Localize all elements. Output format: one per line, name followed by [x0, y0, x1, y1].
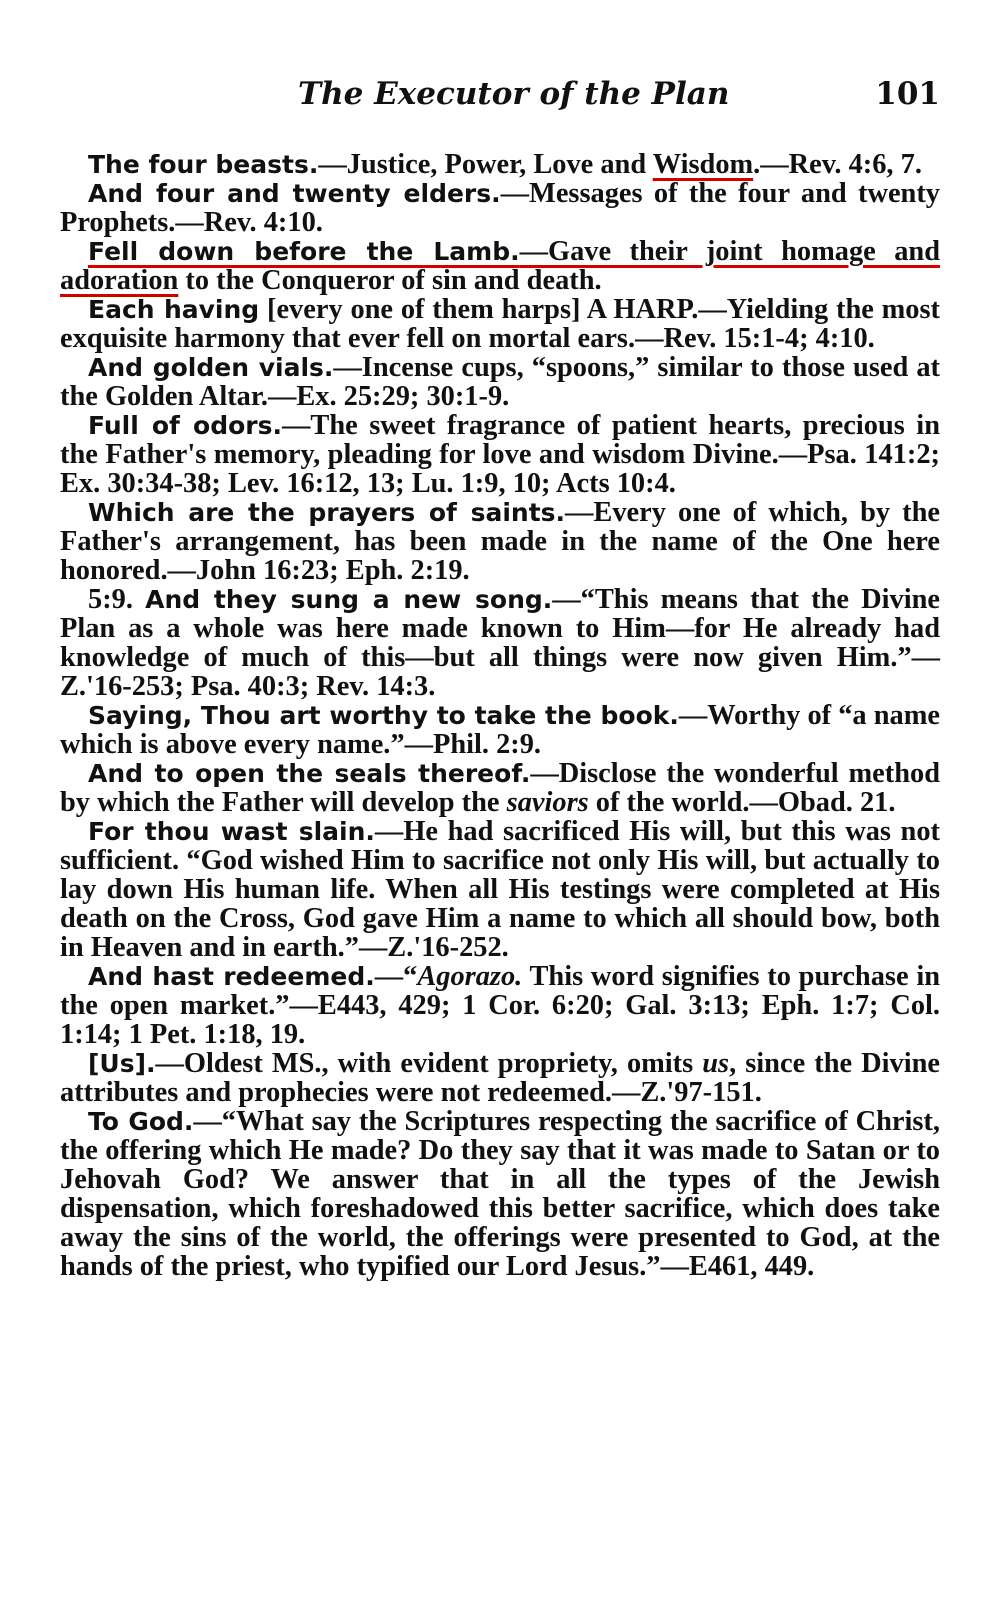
entry-lemma: The four beasts. [88, 150, 319, 179]
entry-lemma: And four and twenty elders. [88, 179, 501, 208]
book-page [60, 70, 940, 1281]
entry-full-of-odors [60, 411, 940, 498]
entry-thou-art-worthy [60, 701, 940, 759]
entry-thou-wast-slain [60, 817, 940, 962]
red-underlined-text: —Gave their joint homage and adoration [60, 236, 940, 296]
entry-new-song [60, 585, 940, 701]
entry-text: —Every one of which, by the Father's arrangement, has been made in the name of the One here honored.—John 16:23; Eph. 2:19. [60, 497, 940, 586]
italic-word: Agorazo. [417, 961, 523, 992]
red-underlined-text: Wisdom [652, 149, 754, 180]
entry-lemma: Which are the prayers of saints. [88, 498, 566, 527]
entry-text: to the Conqueror of sin and death. [178, 265, 602, 296]
entry-text: [every one of them harps] A HARP.—Yielding the most exquisite harmony that ever fell on mortal ears.—Rev. 15:1-4; 4:10. [60, 294, 941, 354]
entry-text: —“What say the Scriptures respecting the sacrifice of Christ, the offering which He made? Do they say that it was made to Satan or to Jehovah God? We answer that in all the types of the Jewish dispensation, which foreshadowed this better sacrifice, which does take away the sins of the world, the offerings were presented to God, at the hands of the priest, who typified our Lord Jesus.”—E461, 449. [60, 1106, 940, 1282]
entry-text: —“This means that the Divine Plan as a whole was here made known to Him—for He already had knowledge of much of this—but all things were now given Him.”—Z.'16-253; Psa. 40:3; Rev. 14:3. [60, 584, 940, 702]
entry-text: —The sweet fragrance of patient hearts, precious in the Father's memory, pleading for love and wisdom Divine.—Psa. 141:2; Ex. 30:34-38; Lev. 16:12, 13; Lu. 1:9, 10; Acts 10:4. [60, 410, 940, 499]
entry-text: .—Rev. 4:6, 7. [753, 149, 922, 180]
entry-open-the-seals [60, 759, 940, 817]
entry-text: —Justice, Power, Love and [318, 149, 653, 180]
page-body [60, 150, 940, 1281]
entry-lemma: Fell down before the Lamb. [88, 237, 520, 266]
entry-text: —Disclose the wonderful method by which the Father will develop the [60, 758, 940, 818]
entry-text: , since the Divine attributes and prophecies were not redeemed.—Z.'97-151. [60, 1048, 941, 1108]
entry-text: —Incense cups, “spoons,” similar to those used at the Golden Altar.—Ex. 25:29; 30:1-9. [60, 352, 941, 412]
entry-us [60, 1049, 940, 1107]
entry-four-beasts [60, 150, 940, 179]
italic-word: saviors [506, 787, 589, 818]
entry-golden-vials [60, 353, 940, 411]
entry-lemma: And hast redeemed. [88, 962, 375, 991]
verse-number: 5:9. [88, 584, 133, 615]
entry-text: —Worthy of “a name which is above every name.”—Phil. 2:9. [60, 700, 940, 760]
entry-lemma: For thou wast slain. [88, 817, 375, 846]
entry-hast-redeemed [60, 962, 940, 1049]
page-header [60, 70, 940, 130]
entry-text: —Messages of the four and twenty Prophets.—Rev. 4:10. [60, 178, 940, 238]
entry-lemma: And they sung a new song. [145, 585, 553, 614]
entry-text: —He had sacrificed His will, but this was not sufficient. “God wished Him to sacrifice not only His will, but actually to lay down His human life. When all His testings were completed at His death on the Cross, God gave Him a name to which all should bow, both in Heaven and in earth.”—Z.'16-252. [60, 816, 940, 963]
entry-text: This word signifies to purchase in the open market.”—E443, 429; 1 Cor. 6:20; Gal. 3:13; Eph. 1:7; Col. 1:14; 1 Pet. 1:18, 19. [60, 961, 940, 1050]
entry-fell-down [60, 237, 940, 295]
running-title: The Executor of the Plan [298, 76, 730, 112]
entry-lemma: And golden vials. [88, 353, 334, 382]
entry-text: of the world.—Obad. 21. [588, 787, 896, 818]
entry-text: —“ [374, 961, 418, 992]
entry-lemma: [Us]. [88, 1049, 156, 1078]
entry-lemma: Full of odors. [88, 411, 282, 440]
entry-elders [60, 179, 940, 237]
entry-to-god [60, 1107, 940, 1281]
entry-lemma: And to open the seals thereof. [88, 759, 531, 788]
entry-text: —Oldest MS., with evident propriety, omits [155, 1048, 703, 1079]
entry-lemma: Saying, Thou art worthy to take the book. [88, 701, 679, 730]
page-number: 101 [875, 76, 940, 112]
entry-prayers-of-saints [60, 498, 940, 585]
italic-word: us [702, 1048, 730, 1079]
entry-each-having [60, 295, 940, 353]
entry-lemma: Each having [88, 295, 260, 324]
entry-lemma: To God. [88, 1107, 194, 1136]
